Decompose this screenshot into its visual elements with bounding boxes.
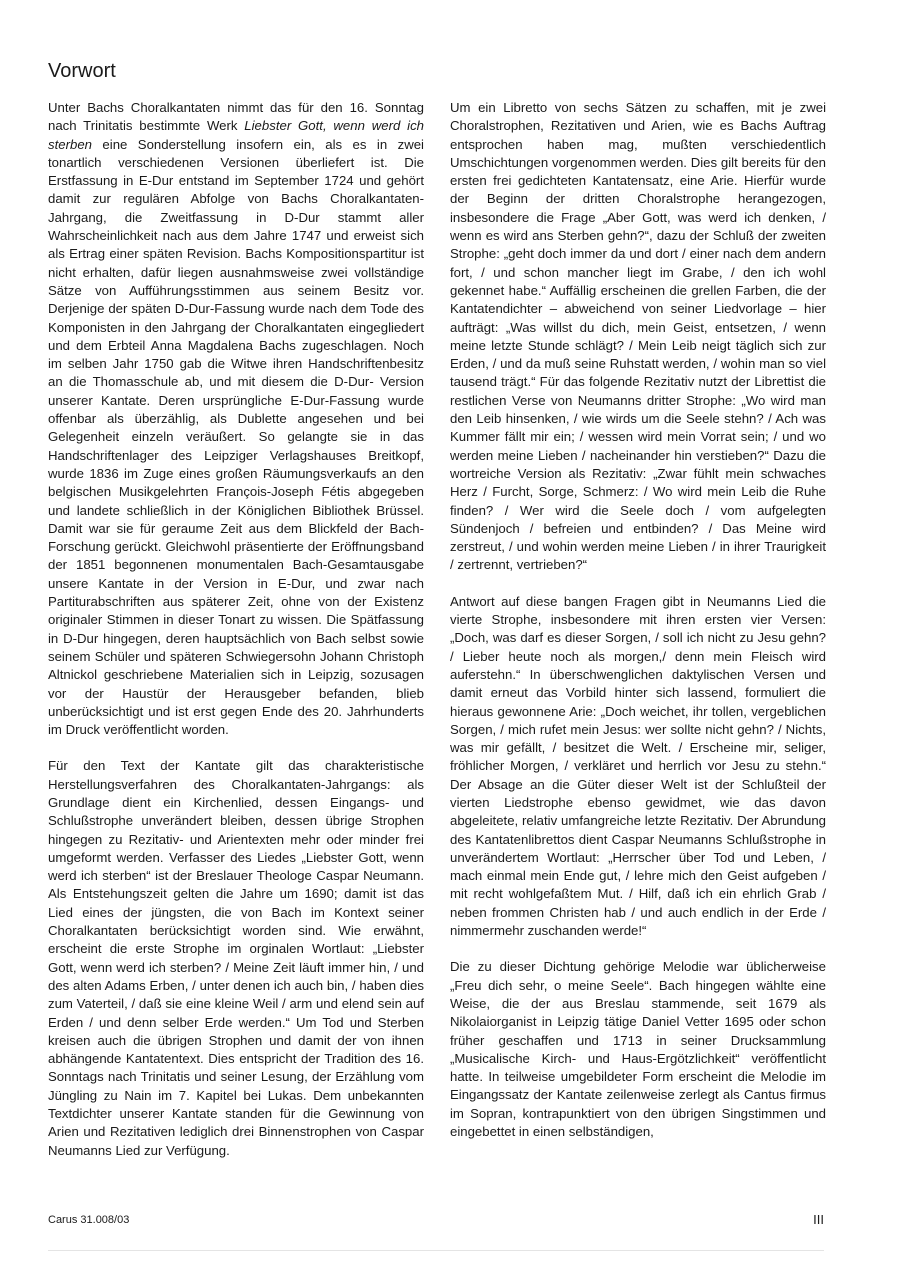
page-title: Vorwort [48,60,116,82]
paragraph: Die zu dieser Dichtung gehörige Melodie war üblicherweise „Freu dich sehr, o meine Seele“. Bach hingegen wählte eine Weise, die der aus Breslau stammende, seit 1679 als Nikolaiorganist in Leipzig tätige Daniel Vetter 1695 oder schon früher geschaffen und 1713 in seiner Drucksammlung „Musicalische Kirch- und Haus-Ergötzlichkeit“ veröffentlicht hatte. In teilweise umgebildeter Form erscheint die Melodie im Eingangssatz der Kantate zeilenweise zerlegt als Cantus firmus im Sopran, kontrapunktiert von den übrigen Singstimmen und eingebettet in einen selbständigen, [450,959,826,1140]
page-number: III [813,1212,824,1227]
footer-catalog-number: Carus 31.008/03 [48,1214,130,1226]
text-run: Unter Bachs Choralkantaten nimmt das für den 16. Sonntag nach Trinitatis bestimmte Werk [48,100,424,134]
work-title: Liebster Gott, wenn werd ich sterben [48,118,424,152]
text-run: eine Sonderstellung insofern ein, als es in zwei tonartlich verschiedenen Versionen überliefert ist. Die Erstfassung in E-Dur entstand im September 1724 und gehört damit zur regulären Abfolge von Bachs Choralkantaten-Jahrgang, die Zweitfassung in D-Dur stammt aller Wahrscheinlichkeit nach aus dem Jahre 1747 und erweist sich als Ertrag einer späten Revision. Bachs Kompositionspartitur ist nicht erhalten, dafür liegen ausnahmsweise zwei vollständige Sätze von Aufführungsstimmen aus seinem Besitz vor. Derjenige der späten D-Dur-Fassung wurde nach dem Tode des Komponisten in den Jahrgang der Choralkantaten eingegliedert und dem Erbteil Anna Magdalena Bachs zugeschlagen. Noch im selben Jahr 1750 gab die Witwe ihren Handschriftenbesitz an die Thomasschule ab, und mit diesem die D-Dur- Version unserer Kantate. Deren ursprüngliche E-Dur-Fassung wurde offenbar als überzählig, als Dublette angesehen und bei Gelegenheit einzeln veräußert. So gelangte sie in das Handschriftenlager des Leipziger Verlagshauses Breitkopf, wurde 1836 im Zuge eines großen Räumungsverkaufs an den belgischen Musikgelehrten François-Joseph Fétis abgegeben und landete schließlich in der Königlichen Bibliothek Brüssel. Damit war sie für geraume Zeit aus dem Blickfeld der Bach-Forschung gerückt. Gleichwohl präsentierte der Eröffnungsband der 1851 begonnenen monumentalen Bach-Gesamtausgabe unsere Kantate in der Version in E-Dur, und zwar nach Partiturabschriften aus späterer Zeit, ohne von der Existenz originaler Stimmen in dieser Tonart zu wissen. Die Spätfassung in D-Dur hingegen, deren hauptsächlich von Bach selbst sowie seinem Schüler und späteren Schwiegersohn Johann Christoph Altnickol geschriebene Materialien sich in Leipzig, sozusagen vor der Haustür der Herausgeber befanden, blieb unberücksichtigt und ist erst gegen Ende des 20. Jahrhunderts im Druck veröffentlicht worden. [48,136,424,738]
paragraph: Für den Text der Kantate gilt das charakteristische Herstellungsverfahren des Choralkantaten-Jahrgangs: als Grundlage dient ein Kirchenlied, dessen Eingangs- und Schlußstrophe unverändert bleiben, dessen übrige Strophen hingegen zu Rezitativ- und Arientexten mehr oder minder frei umgeformt werden. Verfasser des Liedes „Liebster Gott, wenn werd ich sterben“ ist der Breslauer Theologe Caspar Neumann. Als Entstehungszeit gelten die Jahre um 1690; damit ist das Lied eines der jüngsten, die von Bach im Kontext seiner Choralkantaten berücksichtigt worden sind. Wie erwähnt, erscheint die erste Strophe im orginalen Wortlaut: „Liebster Gott, wenn werd ich sterben? / Meine Zeit läuft immer hin, / und des alten Adams Erben, / unter denen ich auch bin, / haben dies zum Vaterteil, / daß sie eine kleine Weil / arm und elend sein auf Erden / und denn selber Erde werden.“ Um Tod und Sterben kreisen auch die übrigen Strophen und damit der von ihnen abhängende Kantatentext. Dies entspricht der Tradition des 16. Sonntags nach Trinitatis und seiner Lesung, der Erzählung vom Jüngling zu Nain im 7. Kapitel bei Lukas. Dem unbekannten Textdichter unserer Kantate standen für die Gewinnung von Arien und Rezitativen lediglich drei Binnenstrophen von Caspar Neumanns Lied zur Verfügung. [48,758,424,1158]
paragraph: Um ein Libretto von sechs Sätzen zu schaffen, mit je zwei Choralstrophen, Rezitativen und Arien, wie es Bachs Auftrag entsprochen haben mag, mußten verschiedentlich Umschichtungen vorgenommen werden. Dies gilt bereits für den ersten frei gedichteten Kantatensatz, eine Arie. Hierfür wurde der Beginn der dritten Choralstrophe herangezogen, insbesondere die Frage „Aber Gott, was werd ich denken, / wenn es wird ans Sterben gehn?“, dazu der Schluß der zweiten Strophe: „geht doch immer da und dort / einer nach dem andern fort, / und schon mancher liegt im Grabe, / den ich wohl gekennet habe.“ Auffällig erscheinen die grellen Farben, die der Kantatendichter – abweichend von seiner Liedvorlage – hier aufträgt: „Was willst du dich, mein Geist, entsetzen, / wenn meine letzte Stunde schlägt? / Mein Leib neigt täglich sich zur Erden, / und da muß seine Ruhstatt werden, / wohin man so viel tausend trägt.“ Für das folgende Rezitativ nutzt der Librettist die restlichen Verse von Neumanns dritter Strophe: „Wo wird man den Leib hinsenken, / wie wirds um die Seele stehn? / Ach was Kummer fällt mir ein; / wessen wird mein Vorrat sein; / und wo werden meine Lieben / nacheinander hin verstieben?“ Dazu die wortreiche Version als Rezitativ: „Zwar fühlt mein schwaches Herz / Furcht, Sorge, Schmerz: / Wo wird mein Leib die Ruhe finden? / Wer wird die Seele doch / vom aufgelegten Sündenjoch / befreien und entbinden? / Das Meine wird zerstreut, / und wohin werden meine Lieben / in ihrer Traurigkeit / zertrennt, vertrieben?“ [450,100,826,573]
paragraph [48,99,424,739]
left-column [48,99,424,1178]
paragraph: Antwort auf diese bangen Fragen gibt in Neumanns Lied die vierte Strophe, insbesondere mit ihren ersten vier Versen: „Doch, was darf es dieser Sorgen, / soll ich nicht zu Jesu gehn? / Lieber heute noch als morgen,/ denn mein Fleisch wird auferstehn.“ In überschwenglichen daktylischen Versen und damit erneut das Vorbild hinter sich lassend, formuliert die hieraus gewonnene Arie: „Doch weichet, ihr tollen, vergeblichen Sorgen, / mich rufet mein Jesus: wer sollte nicht gehn? / Nichts, was mir gefällt, / besitzet die Welt. / Erscheine mir, seliger, fröhlicher Morgen, / verkläret und herrlich vor Jesu zu stehn.“ Der Absage an die Güter dieser Welt ist der Schlußteil der vierten Liedstrophe ebenso gewidmet, wie das davon abgeleitete, relativ umfangreiche letzte Rezitativ. Der Abrundung des Kantatenlibrettos dient Caspar Neumanns Schlußstrophe in unverändertem Wortlaut: „Herrscher über Tod und Leben, / mach einmal mein Ende gut, / lehre mich den Geist aufgeben / mit recht wohlgefaßtem Mut. / Hilf, daß ich ein ehrlich Grab / neben frommen Christen hab / und auch endlich in der Erde / nimmermehr zuschanden werde!“ [450,593,826,939]
footer-divider [48,1250,824,1251]
right-column [450,99,826,1159]
